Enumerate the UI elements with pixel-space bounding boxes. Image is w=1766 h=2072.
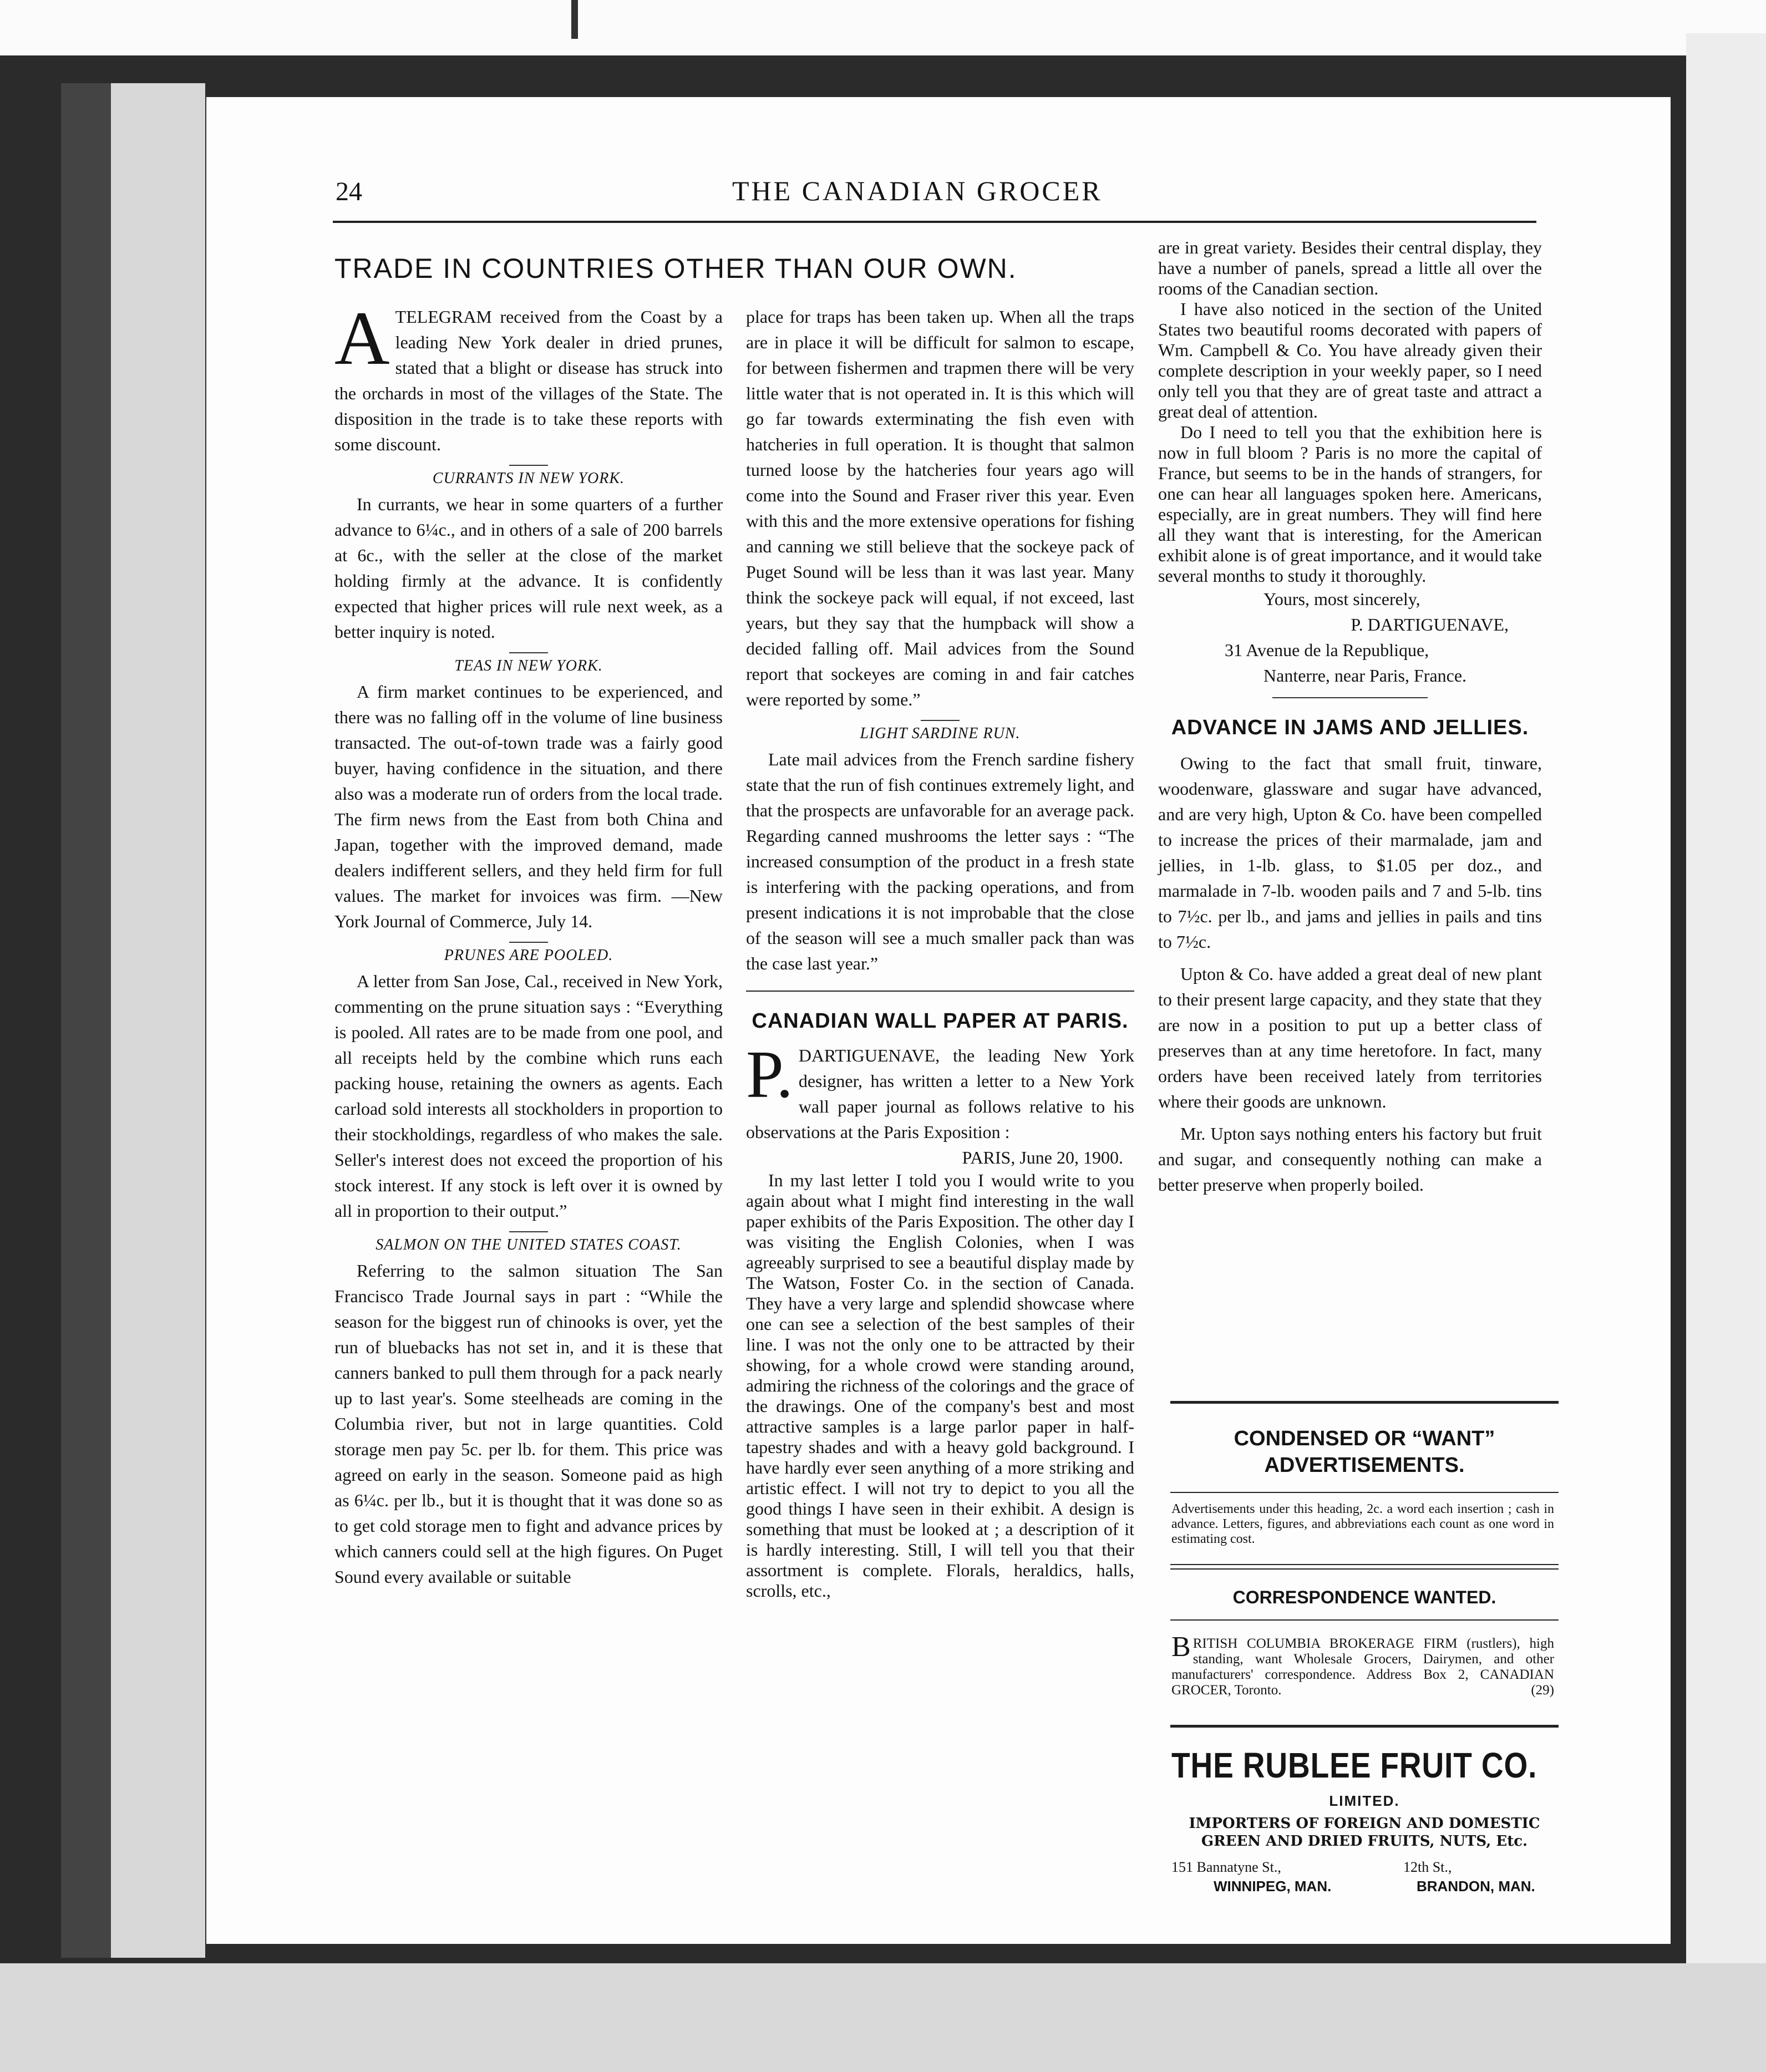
salmon-continued: place for traps has been taken up. When all the traps are in place it will be difficult for salmon to escape, for between fishermen and trapmen there will be very little water that is not operated in. It is this which will go far towards exterminating the fish even with hatcheries in full operation. It is thought that salmon turned loose by the hatcheries four years ago will come into the Sound and Fraser river this year. Even with this and the more extensive operations for fishing and canning we still believe that the sockeye pack of Puget Sound will be less than it was last year. Many think the sockeye pack will equal, if not exceed, last years, but they say that the humpback will show a decided falling off. Mail advices from the Sound report that sockeyes are coming in and fair catches were reported by some.”: [746, 307, 1134, 709]
subheading-currants: CURRANTS IN NEW YORK.: [432, 470, 625, 487]
wallpaper-intro: DARTIGUENAVE, the leading New York designer, has written a letter to a New York wall paper journal as follows relative to his observations at the Paris Exposition :: [746, 1045, 1134, 1142]
jams-paragraph-1: Owing to the fact that small fruit, tinware, woodenware, glassware and sugar have advanced, and are very high, Upton & Co. have been compelled to increase the prices of their marmalade, jam and jellies, in 1-lb. glass, to $1.05 per doz., and marmalade in 7-lb. wooden pails and 7 and 5-lb. tins to 7½c. per lb., and jams and jellies in pails and tins to 7½c.: [1158, 753, 1542, 952]
brandon-street: 12th St.,: [1403, 1859, 1452, 1875]
letter-address-1: 31 Avenue de la Republique,: [1225, 640, 1429, 660]
ads-bottom-rule: [1170, 1725, 1559, 1728]
currants-paragraph: In currants, we hear in some quarters of a further advance to 6¼c., and in others of a sale of 200 barrels at 6c., with the seller at the close of the market holding firmly at the advance. It is confidently expected that higher prices will rule next week, as a better inquiry is noted.: [334, 494, 723, 642]
scan-tear-mark: [571, 0, 578, 39]
drop-cap-a: A: [334, 296, 390, 380]
want-ads-title-line-2: ADVERTISEMENTS.: [1264, 1454, 1465, 1477]
letter-paragraph-3: Do I need to tell you that the exhibition here is now in full bloom ? Paris is no more the capital of France, but seems to be in the hands of strangers, for one can hear all languages spoken here. Americans, especially, are in great numbers. They will find here all they want that is interesting, for the American exhibit alone is of great importance, and it would take several months to study it thoroughly.: [1158, 422, 1542, 586]
column-2: [746, 304, 1134, 1601]
article-title-wallpaper: CANADIAN WALL PAPER AT PARIS.: [752, 1009, 1129, 1033]
jams-paragraph-2: Upton & Co. have added a great deal of new plant to their present large capacity, and they state that they are now in a position to put up a better class of preserves than at any time heretofore. In fact, many orders have been received lately from territories where their goods are unknown.: [1158, 964, 1542, 1111]
page-gutter: [111, 83, 205, 1958]
rublee-address-winnipeg: [1171, 1858, 1360, 1896]
book-spine: [61, 83, 111, 1958]
want-ads-title-line-1: CONDENSED OR “WANT”: [1234, 1427, 1495, 1450]
subheading-sardine: LIGHT SARDINE RUN.: [860, 725, 1021, 742]
rublee-line-2: GREEN AND DRIED FRUITS, NUTS, Etc.: [1201, 1833, 1528, 1850]
drop-cap-p: P.: [746, 1037, 793, 1112]
scan-margin-bottom: [0, 1963, 1766, 2072]
sardine-paragraph: Late mail advices from the French sardine fishery state that the run of fish continues extremely light, and that the prospects are unfavorable for an average pack. Regarding canned mushrooms the letter says : “The increased consumption of the product in a fresh state is interfering with the packing operations, and from present indications it is not improbable that the close of the season will see a much smaller pack than was the case last year.”: [746, 749, 1134, 973]
rublee-description: [1170, 1815, 1559, 1850]
prunes-paragraph: A letter from San Jose, Cal., received in New York, commenting on the prune situation says : “Everything is pooled. All rates are to be made from one pool, and all receipts held by the combine which runs each packing house, retaining the owners as agents. Each carload sold interests all stockholders in proportion to their stockholdings, regardless of who makes the sale. Seller's interest does not exceed the proportion of his stock interest. If any stock is left over it is owned by all in proportion to their output.”: [334, 971, 723, 1221]
subheading-prunes: PRUNES ARE POOLED.: [444, 947, 613, 964]
article-title-trade: TRADE IN COUNTRIES OTHER THAN OUR OWN.: [334, 253, 1017, 284]
brokerage-drop-cap: B: [1171, 1631, 1191, 1663]
article-divider: [746, 991, 1134, 992]
trade-intro: TELEGRAM received from the Coast by a leading New York dealer in dried prunes, stated that a blight or disease has struck into the orchards in most of the villages of the State. The disposition in the trade is to take these reports with some discount.: [334, 307, 723, 454]
article-title-jams: ADVANCE IN JAMS AND JELLIES.: [1171, 716, 1529, 739]
article-divider: [1272, 697, 1428, 698]
winnipeg-street: 151 Bannatyne St.,: [1171, 1859, 1281, 1875]
letter-closing: Yours, most sincerely,: [1263, 589, 1420, 609]
rublee-company-name: THE RUBLEE FRUIT CO.: [1171, 1745, 1537, 1785]
subheading-teas: TEAS IN NEW YORK.: [454, 657, 603, 674]
ads-rule: [1170, 1568, 1559, 1570]
ads-rule: [1170, 1564, 1559, 1565]
brandon-city: BRANDON, MAN.: [1417, 1878, 1535, 1895]
scan-margin-right: [1686, 33, 1766, 1985]
scan-margin-top: [0, 0, 1766, 55]
want-ads-heading: [1170, 1425, 1559, 1479]
masthead-title: THE CANADIAN GROCER: [732, 175, 1103, 206]
letter-continued: are in great variety. Besides their central display, they have a number of panels, spread a little all over the rooms of the Canadian section.: [1158, 237, 1542, 298]
want-ads-notice: Advertisements under this heading, 2c. a word each insertion ; cash in advance. Letters, figures, and abbreviations each count as one word in estimating cost.: [1171, 1502, 1554, 1546]
subheading-salmon: SALMON ON THE UNITED STATES COAST.: [375, 1236, 682, 1253]
salmon-paragraph: Referring to the salmon situation The San Francisco Trade Journal says in part : “While the season for the biggest run of chinooks is over, yet the run of bluebacks has not set in, and it is these that canners banked to pull them through for a pack nearly up to last year's. Some steelheads are coming in the Columbia river, but not in large quantities. Cold storage men pay 5c. per lb. for them. This price was agreed on early in the season. Someone paid as high as 6¼c. per lb., but it is thought that it was done so as to get cold storage men to fight and advance prices by which canners could sell at the high figures. On Puget Sound every available or suitable: [334, 1261, 723, 1587]
column-3: [1158, 237, 1542, 1197]
letter-address-2: Nanterre, near Paris, France.: [1263, 666, 1467, 685]
brokerage-ad: [1171, 1631, 1554, 1698]
rublee-address-brandon: [1403, 1858, 1564, 1896]
brokerage-ad-text: RITISH COLUMBIA BROKERAGE FIRM (rustlers), high standing, want Wholesale Grocers, Dairymen, and other manufacturers' correspondence. Address Box 2, CANADIAN GROCER, Toronto.: [1171, 1636, 1554, 1698]
header-rule: [333, 221, 1536, 223]
ads-rule: [1170, 1619, 1559, 1621]
ads-rule: [1170, 1492, 1559, 1493]
rublee-limited: LIMITED.: [1329, 1792, 1400, 1809]
column-1: [334, 296, 723, 1589]
letter-dateline: PARIS, June 20, 1900.: [962, 1147, 1123, 1167]
teas-paragraph: A firm market continues to be experienced, and there was no falling off in the volume of line business transacted. The out-of-town trade was a fairly good buyer, having confidence in the situation, and there also was a moderate run of orders from the local trade. The firm news from the East from both China and Japan, together with the improved demand, made dealers indifferent sellers, and they held firm for full values. The market for invoices was firm. —New York Journal of Commerce, July 14.: [334, 682, 723, 931]
ads-top-rule: [1170, 1401, 1559, 1404]
brokerage-ad-number: (29): [1531, 1683, 1554, 1698]
rublee-line-1: IMPORTERS OF FOREIGN AND DOMESTIC: [1189, 1815, 1540, 1832]
page-number: 24: [336, 177, 362, 206]
letter-paragraph-2: I have also noticed in the section of the United States two beautiful rooms decorated with papers of Wm. Campbell & Co. You have already given their complete description in your weekly paper, so I need only tell you that they are of great taste and attract a great deal of attention.: [1158, 299, 1542, 421]
correspondence-heading: CORRESPONDENCE WANTED.: [1232, 1587, 1496, 1607]
letter-signature: P. DARTIGUENAVE,: [1351, 615, 1509, 634]
jams-paragraph-3: Mr. Upton says nothing enters his factory but fruit and sugar, and consequently nothing can make a better preserve when properly boiled.: [1158, 1124, 1542, 1195]
letter-paragraph-1: In my last letter I told you I would write to you again about what I might find interesting in the wall paper exhibits of the Paris Exposition. The other day I was visiting the English Colonies, when I was agreeably surprised to see a beautiful display made by The Watson, Foster Co. in the section of Canada. They have a very large and splendid showcase where one can see a selection of the best samples of their line. I was not the only one to be attracted by their showing, for a whole crowd were standing around, admiring the richness of the colorings and the grace of the drawings. One of the company's best and most attractive samples is a large parlor paper in half-tapestry shades and with a heavy gold background. I have hardly ever seen anything of a more striking and artistic effect. I will not try to depict to you all the good things I have seen in their exhibit. A design is something that must be looked at ; a description of it is hardly interesting. Still, I will tell you that their assortment is complete. Florals, heraldics, halls, scrolls, etc.,: [746, 1170, 1134, 1601]
winnipeg-city: WINNIPEG, MAN.: [1214, 1878, 1332, 1895]
